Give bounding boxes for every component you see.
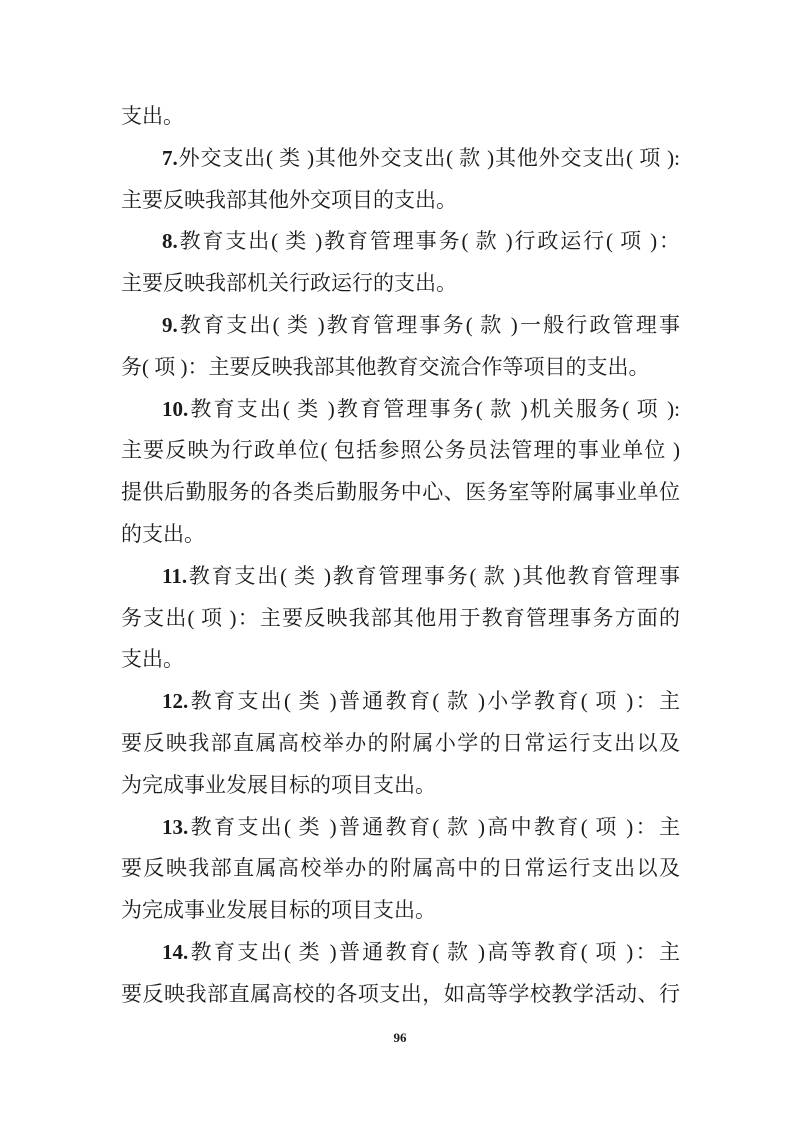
paragraph-number: 7. (162, 145, 178, 170)
text-line: 为完成事业发展目标的项目支出。 (121, 772, 436, 797)
paragraph-number: 13. (162, 814, 189, 839)
text-line: 的支出。 (121, 521, 205, 546)
text-line: 11.教育支出( 类 )教育管理事务( 款 )其他教育管理事 (162, 563, 680, 588)
text-line: 主要反映为行政单位( 包括参照公务员法管理的事业单位 ) (121, 438, 680, 463)
document-body-text (121, 96, 680, 1016)
text-line: 要反映我部直属高校举办的附属小学的日常运行支出以及 (121, 730, 680, 755)
text-line: 务支出( 项 )：主要反映我部其他用于教育管理事务方面的 (121, 605, 680, 630)
paragraph-number: 14. (162, 939, 189, 964)
text-line: 12.教育支出( 类 )普通教育( 款 )小学教育( 项 )：主 (162, 689, 680, 714)
text-line: 要反映我部直属高校举办的附属高中的日常运行支出以及 (121, 856, 680, 881)
text-line: 提供后勤服务的各类后勤服务中心、医务室等附属事业单位 (121, 480, 680, 505)
text-line: 为完成事业发展目标的项目支出。 (121, 898, 436, 923)
text-line: 支出。 (121, 647, 184, 672)
paragraph-number: 12. (162, 689, 189, 714)
paragraph-number: 10. (162, 396, 189, 421)
text-line: 8.教育支出( 类 )教育管理事务( 款 )行政运行( 项 )： (162, 229, 680, 254)
text-line: 14.教育支出( 类 )普通教育( 款 )高等教育( 项 )：主 (162, 939, 680, 964)
text-line: 主要反映我部其他外交项目的支出。 (121, 187, 457, 212)
page-number: 96 (393, 1030, 407, 1045)
text-line: 支出。 (121, 104, 184, 128)
paragraph-number: 9. (162, 312, 178, 337)
text-line: 13.教育支出( 类 )普通教育( 款 )高中教育( 项 )：主 (162, 814, 680, 839)
text-line: 7.外交支出( 类 )其他外交支出( 款 )其他外交支出( 项 ): (162, 145, 680, 170)
text-line: 务( 项 )：主要反映我部其他教育交流合作等项目的支出。 (121, 354, 650, 379)
text-line: 主要反映我部机关行政运行的支出。 (121, 271, 457, 296)
text-line: 10.教育支出( 类 )教育管理事务( 款 )机关服务( 项 ): (162, 396, 680, 421)
paragraph-number: 11. (162, 563, 188, 588)
text-line: 9.教育支出( 类 )教育管理事务( 款 )一般行政管理事 (162, 312, 680, 337)
text-line: 要反映我部直属高校的各项支出，如高等学校教学活动、行 (121, 981, 680, 1006)
paragraph-number: 8. (162, 229, 178, 254)
